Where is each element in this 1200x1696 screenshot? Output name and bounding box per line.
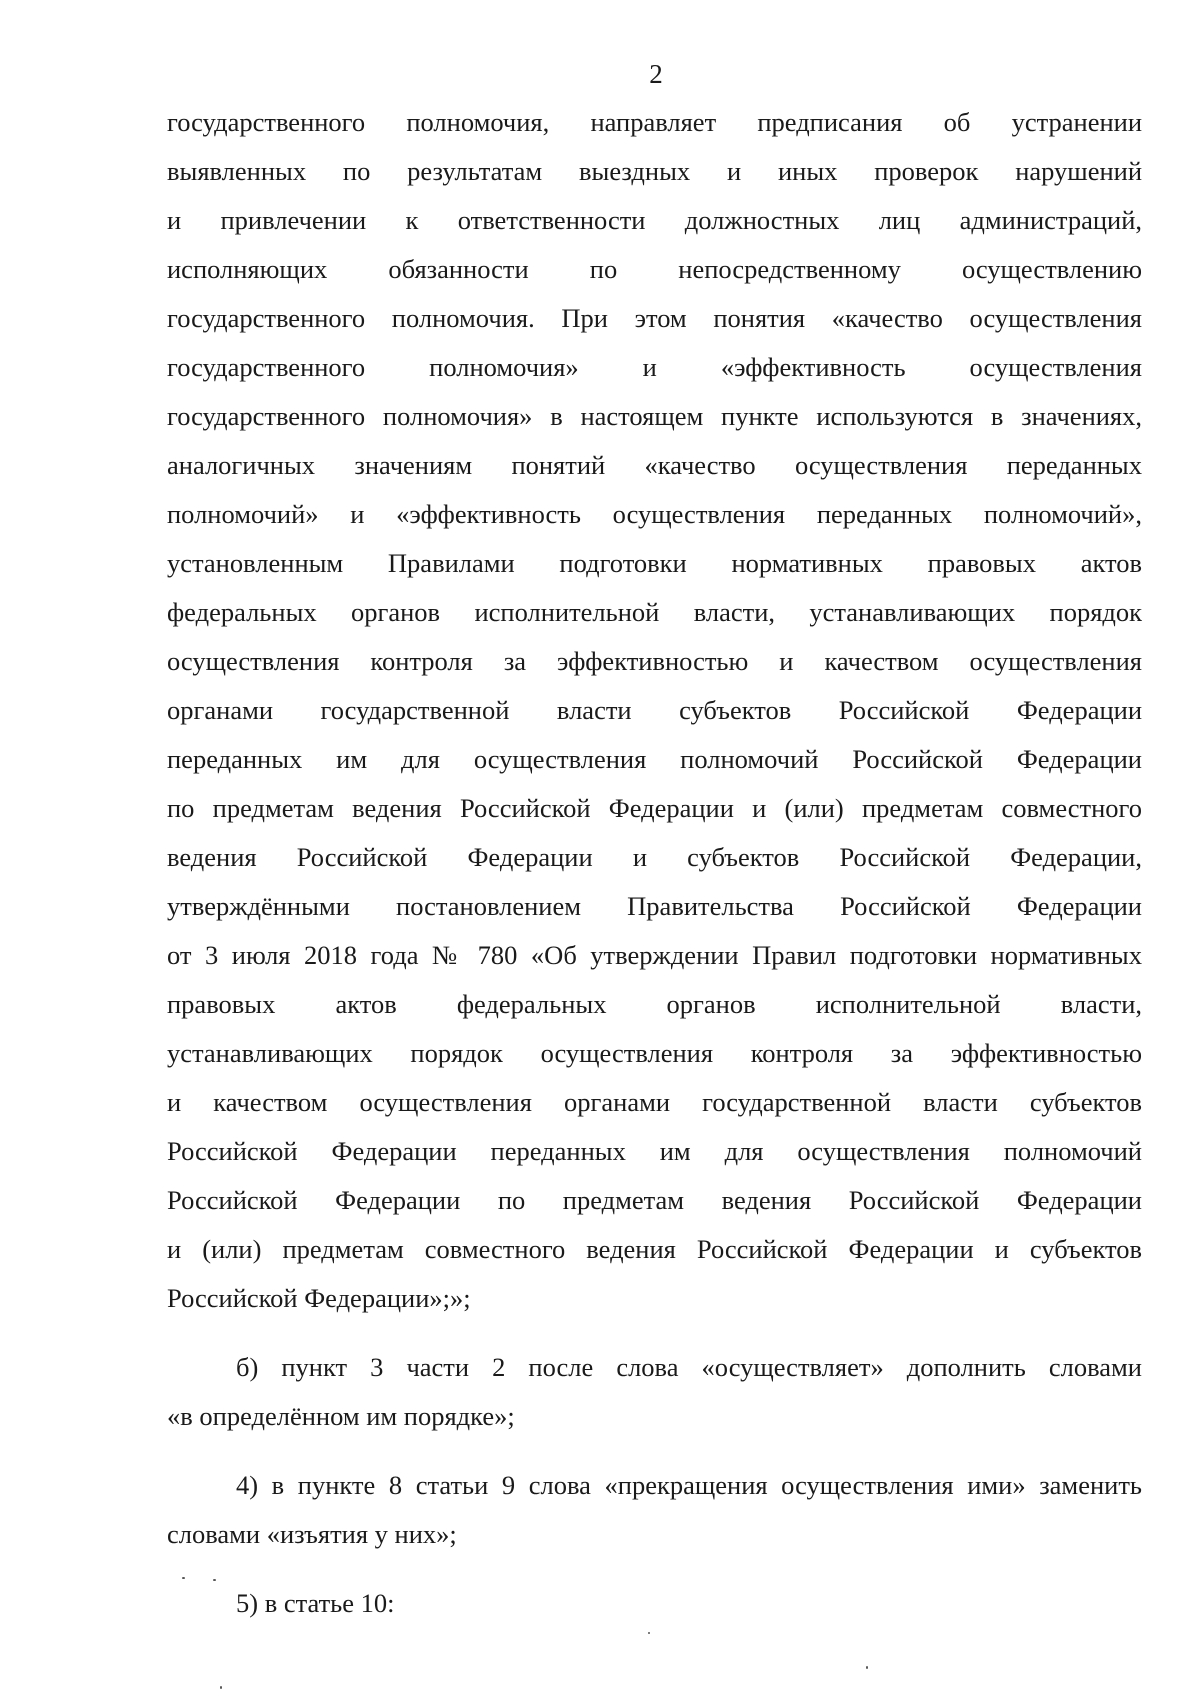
text-line: от 3 июля 2018 года № 780 «Об утверждении Правил подготовки нормативных xyxy=(167,940,1142,970)
text-line: 4) в пункте 8 статьи 9 слова «прекращения осуществления ими» заменить xyxy=(236,1470,1142,1500)
text-line: и привлечении к ответственности должностных лиц администраций, xyxy=(167,205,1142,235)
text-line: исполняющих обязанности по непосредственному осуществлению xyxy=(167,254,1142,284)
text-line: Российской Федерации по предметам ведения Российской Федерации xyxy=(167,1185,1142,1215)
scan-speck xyxy=(182,1577,185,1579)
paragraph-gap xyxy=(167,1441,1142,1461)
text-line: установленным Правилами подготовки нормативных правовых актов xyxy=(167,548,1142,578)
paragraph-gap xyxy=(167,1323,1142,1343)
text-line: органами государственной власти субъектов Российской Федерации xyxy=(167,695,1142,725)
text-line: Российской Федерации переданных им для осуществления полномочий xyxy=(167,1136,1142,1166)
text-line: Российской Федерации»;»; xyxy=(167,1283,471,1313)
scan-speck xyxy=(648,1632,650,1634)
text-line: б) пункт 3 части 2 после слова «осуществляет» дополнить словами xyxy=(236,1352,1142,1382)
text-line: правовых актов федеральных органов исполнительной власти, xyxy=(167,989,1142,1019)
text-line: аналогичных значениям понятий «качество осуществления переданных xyxy=(167,450,1142,480)
paragraph-item-4 xyxy=(167,1461,1142,1559)
text-line: «в определённом им порядке»; xyxy=(167,1401,515,1431)
paragraph-gap xyxy=(167,1559,1142,1579)
text-line: утверждёнными постановлением Правительства Российской Федерации xyxy=(167,891,1142,921)
scan-speck xyxy=(213,1579,216,1581)
text-line: выявленных по результатам выездных и иных проверок нарушений xyxy=(167,156,1142,186)
scan-speck xyxy=(220,1686,222,1689)
text-line: государственного полномочия. При этом понятия «качество осуществления xyxy=(167,303,1142,333)
text-line: словами «изъятия у них»; xyxy=(167,1519,457,1549)
text-line: устанавливающих порядок осуществления контроля за эффективностью xyxy=(167,1038,1142,1068)
text-line: государственного полномочия» в настоящем пункте используются в значениях, xyxy=(167,401,1142,431)
text-line: и (или) предметам совместного ведения Российской Федерации и субъектов xyxy=(167,1234,1142,1264)
text-line: и качеством осуществления органами государственной власти субъектов xyxy=(167,1087,1142,1117)
text-line: осуществления контроля за эффективностью и качеством осуществления xyxy=(167,646,1142,676)
paragraph-continuation xyxy=(167,98,1142,1323)
text-line: по предметам ведения Российской Федерации и (или) предметам совместного xyxy=(167,793,1142,823)
page-number: 2 xyxy=(649,59,663,89)
text-line: переданных им для осуществления полномочий Российской Федерации xyxy=(167,744,1142,774)
document-body xyxy=(167,98,1142,1628)
text-line: государственного полномочия» и «эффективность осуществления xyxy=(167,352,1142,382)
paragraph-item-b xyxy=(167,1343,1142,1441)
paragraph-item-5 xyxy=(167,1579,1142,1628)
text-line: 5) в статье 10: xyxy=(236,1588,395,1618)
scan-speck xyxy=(866,1666,868,1669)
text-line: государственного полномочия, направляет предписания об устранении xyxy=(167,107,1142,137)
text-line: полномочий» и «эффективность осуществления переданных полномочий», xyxy=(167,499,1142,529)
text-line: ведения Российской Федерации и субъектов Российской Федерации, xyxy=(167,842,1142,872)
text-line: федеральных органов исполнительной власти, устанавливающих порядок xyxy=(167,597,1142,627)
